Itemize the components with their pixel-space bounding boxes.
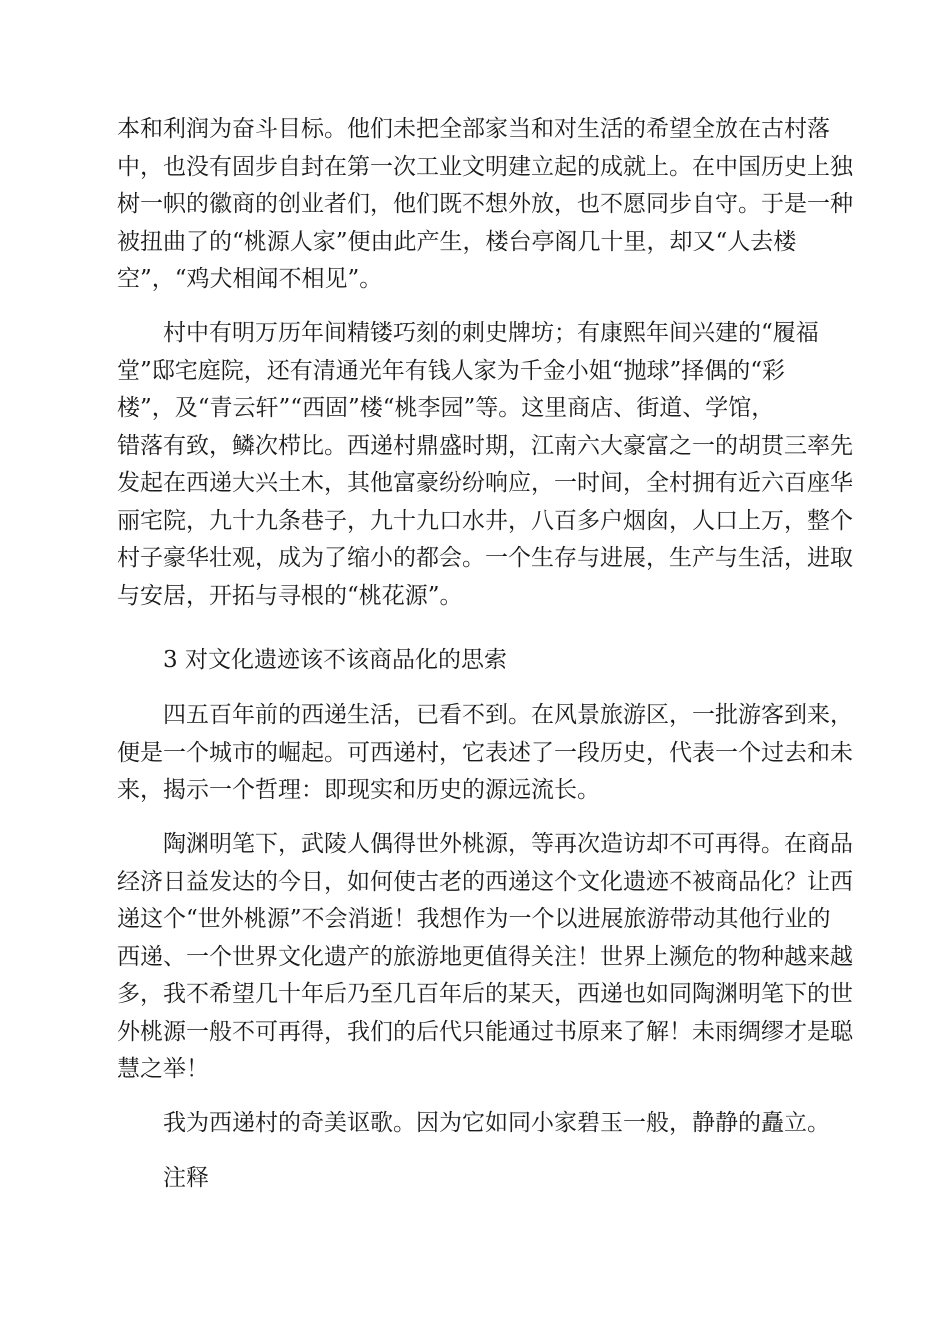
section-heading-text: 3 对文化遗迹该不该商品化的思索	[163, 647, 507, 673]
paragraph-4-line-4: 西递、一个世界文化遗产的旅游地更值得关注！世界上濒危的物种越来越	[117, 943, 853, 970]
paragraph-2-line-5: 发起在西递大兴土木，其他富豪纷纷响应，一时间，全村拥有近六百座华	[117, 470, 853, 496]
paragraph-4-line-7: 慧之举！	[117, 1056, 209, 1082]
paragraph-2-line-3: 楼”，及“青云轩”“西固”楼“桃李园”等。这里商店、街道、学馆，	[117, 395, 775, 421]
section-heading	[117, 642, 833, 680]
paragraph-5-line-1: 我为西递村的奇美讴歌。因为它如同小家碧玉一般，静静的矗立。	[163, 1110, 830, 1136]
paragraph-1-line-2: 中，也没有固步自封在第一次工业文明建立起的成就上。在中国历史上独	[117, 153, 853, 180]
paragraph-3-line-2: 便是一个城市的崛起。可西递村，它表述了一段历史，代表一个过去和未	[117, 739, 853, 766]
notes-heading	[117, 1160, 833, 1198]
paragraph-4-line-1: 陶渊明笔下，武陵人偶得世外桃源，等再次造访却不可再得。在商品	[163, 831, 853, 857]
paragraph-2-line-4: 错落有致，鳞次栉比。西递村鼎盛时期，江南六大豪富之一的胡贯三率先	[117, 432, 853, 459]
paragraph-2-line-6: 丽宅院，九十九条巷子，九十九口水井，八百多户烟囱，人口上万，整个	[117, 507, 853, 534]
notes-heading-text: 注释	[163, 1165, 209, 1191]
paragraph-2	[117, 315, 853, 615]
paragraph-4	[117, 826, 853, 1089]
paragraph-3-line-3: 来，揭示一个哲理：即现实和历史的源远流长。	[117, 777, 600, 803]
paragraph-4-line-5: 多，我不希望几十年后乃至几百年后的某天，西递也如同陶渊明笔下的世	[117, 981, 853, 1007]
paragraph-1	[117, 111, 853, 299]
paragraph-1-line-3: 树一帜的徽商的创业者们，他们既不想外放，也不愿同步自守。于是一种	[117, 191, 853, 217]
paragraph-5	[117, 1105, 833, 1143]
paragraph-1-line-1: 本和利润为奋斗目标。他们未把全部家当和对生活的希望全放在古村落	[117, 116, 830, 142]
paragraph-1-line-4: 被扭曲了的“桃源人家”便由此产生，楼台亭阁几十里，却又“人去楼	[117, 228, 797, 255]
paragraph-3-line-1: 四五百年前的西递生活，已看不到。在风景旅游区，一批游客到来，	[163, 702, 853, 728]
paragraph-2-line-1: 村中有明万历年间精镂巧刻的刺史牌坊；有康熙年间兴建的“履福	[163, 320, 819, 346]
paragraph-2-line-2: 堂”邸宅庭院，还有清通光年有钱人家为千金小姐“抛球”择偶的“彩	[117, 357, 786, 384]
paragraph-2-line-7: 村子豪华壮观，成为了缩小的都会。一个生存与进展，生产与生活，进取	[117, 545, 853, 571]
paragraph-4-line-6: 外桃源一般不可再得，我们的后代只能通过书原来了解！未雨绸缪才是聪	[117, 1018, 853, 1045]
paragraph-3	[117, 697, 853, 810]
paragraph-2-line-8: 与安居，开拓与寻根的“桃花源”。	[117, 582, 463, 609]
paragraph-4-line-3: 递这个“世外桃源”不会消逝！我想作为一个以进展旅游带动其他行业的	[117, 906, 831, 932]
paragraph-1-line-5: 空”，“鸡犬相闻不相见”。	[117, 266, 383, 292]
paragraph-4-line-2: 经济日益发达的今日，如何使古老的西递这个文化遗迹不被商品化？让西	[117, 868, 853, 895]
